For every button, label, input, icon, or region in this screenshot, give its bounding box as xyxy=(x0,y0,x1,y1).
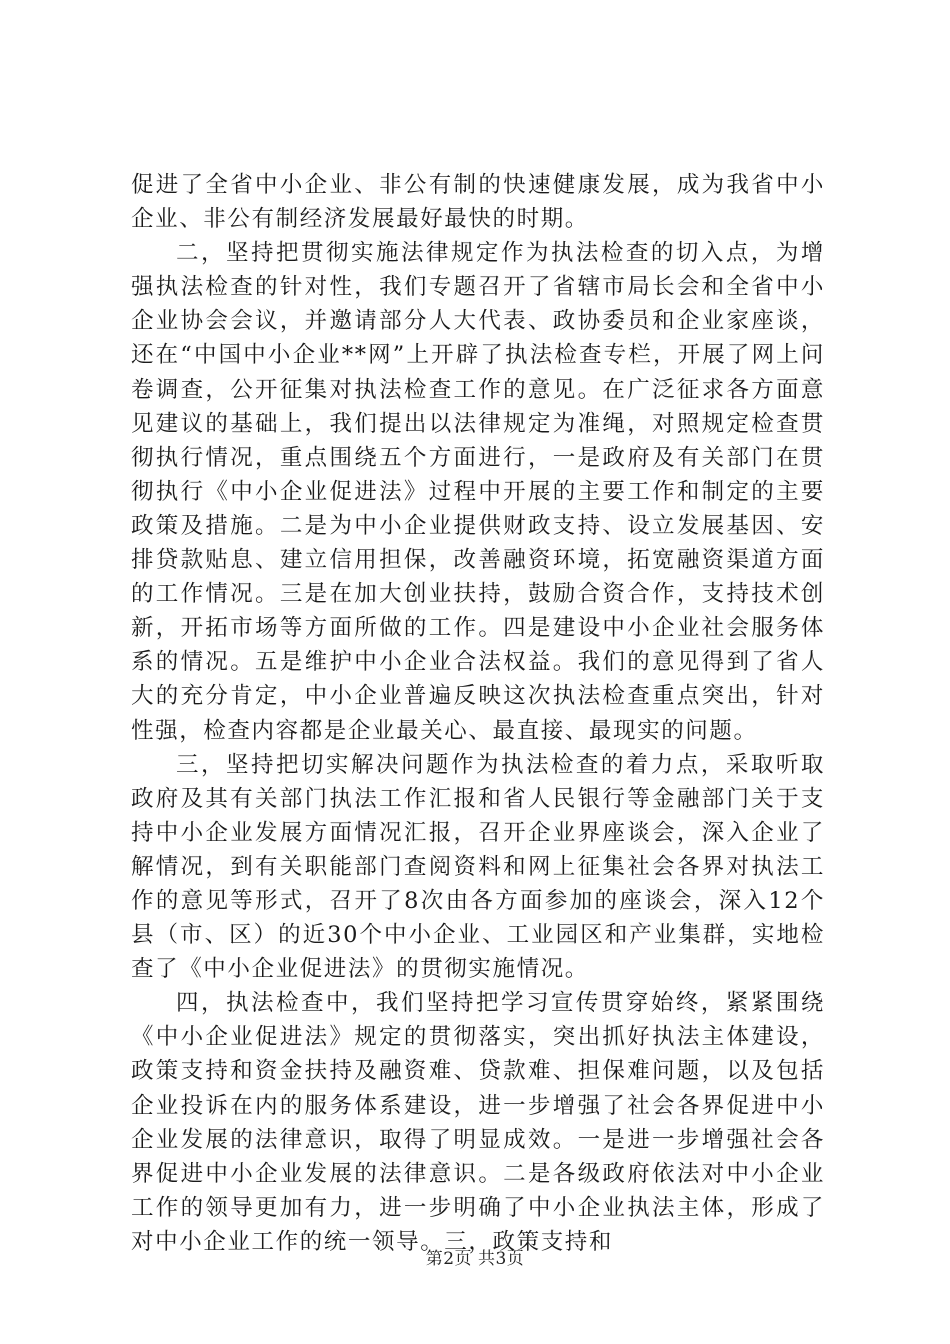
paragraph-point-three: 三，坚持把切实解决问题作为执法检查的着力点，采取听取政府及其有关部门执法工作汇报和省人民银行等金融部门关于支持中小企业发展方面情况汇报，召开企业界座谈会，深入企业了解情况，到有关职能部门查阅资料和网上征集社会各界对执法工作的意见等形式，召开了8次由各方面参加的座谈会，深入12个县（市、区）的近30个中小企业、工业园区和产业集群，实地检查了《中小企业促进法》的贯彻实施情况。 xyxy=(131,751,825,983)
document-body xyxy=(131,168,825,1259)
page-number-footer: 第2页 共3页 xyxy=(425,1249,525,1269)
paragraph-point-two: 二，坚持把贯彻实施法律规定作为执法检查的切入点，为增强执法检查的针对性，我们专题召开了省辖市局长会和全省中小企业协会会议，并邀请部分人大代表、政协委员和企业家座谈，还在“中国中小企业**网”上开辟了执法检查专栏，开展了网上问卷调查，公开征集对执法检查工作的意见。在广泛征求各方面意见建议的基础上，我们提出以法律规定为准绳，对照规定检查贯彻执行情况，重点围绕五个方面进行，一是政府及有关部门在贯彻执行《中小企业促进法》过程中开展的主要工作和制定的主要政策及措施。二是为中小企业提供财政支持、设立发展基因、安排贷款贴息、建立信用担保，改善融资环境，拓宽融资渠道方面的工作情况。三是在加大创业扶持，鼓励合资合作，支持技术创新，开拓市场等方面所做的工作。四是建设中小企业社会服务体系的情况。五是维护中小企业合法权益。我们的意见得到了省人大的充分肯定，中小企业普遍反映这次执法检查重点突出，针对性强，检查内容都是企业最关心、最直接、最现实的问题。 xyxy=(131,240,825,744)
paragraph-point-four: 四，执法检查中，我们坚持把学习宣传贯穿始终，紧紧围绕《中小企业促进法》规定的贯彻落实，突出抓好执法主体建设，政策支持和资金扶持及融资难、贷款难、担保难问题，以及包括企业投诉在内的服务体系建设，进一步增强了社会各界促进中小企业发展的法律意识，取得了明显成效。一是进一步增强社会各界促进中小企业发展的法律意识。二是各级政府依法对中小企业工作的领导更加有力，进一步明确了中小企业执法主体，形成了对中小企业工作的统一领导。三，政策支持和 xyxy=(131,990,825,1255)
paragraph-continuation: 促进了全省中小企业、非公有制的快速健康发展，成为我省中小企业、非公有制经济发展最好最快的时期。 xyxy=(131,172,825,233)
